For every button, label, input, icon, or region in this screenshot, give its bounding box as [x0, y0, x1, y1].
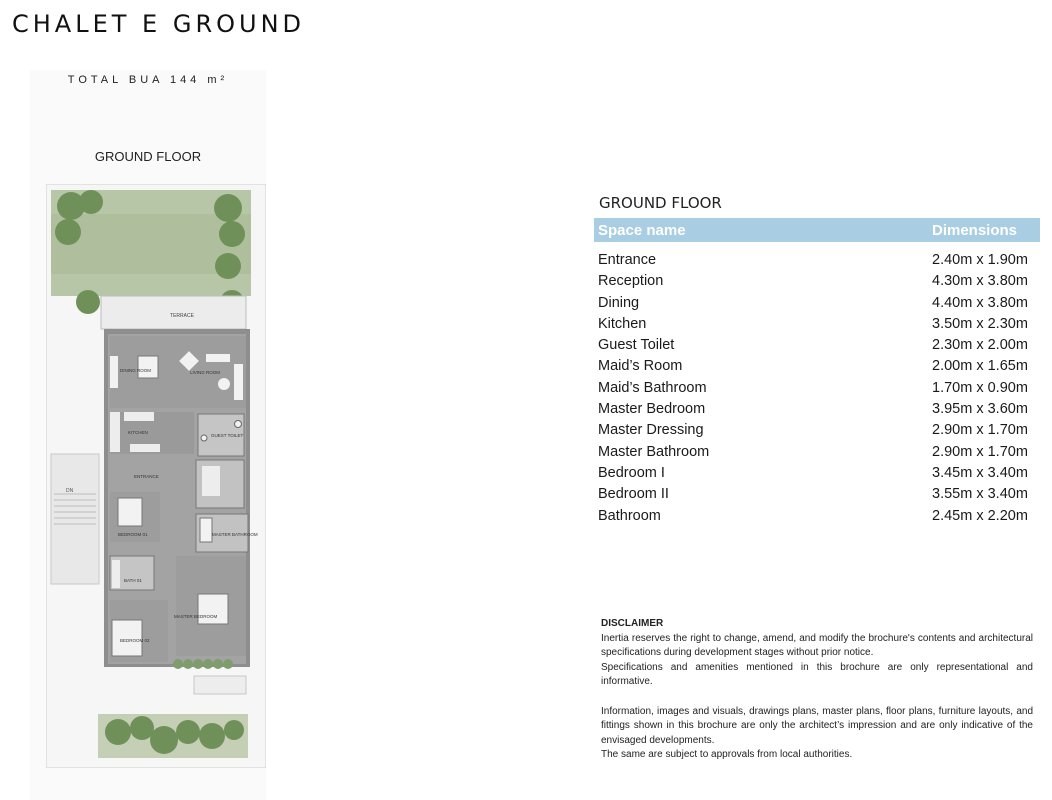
dining-table [138, 356, 158, 378]
bath-01-label: BATH 01 [124, 578, 142, 583]
space-name: Master Dressing [598, 422, 704, 439]
space-name: Bedroom II [598, 486, 669, 503]
space-dimensions: 4.30m x 3.80m [932, 273, 1028, 290]
dn-label: DN [66, 488, 74, 494]
space-name: Entrance [598, 252, 657, 268]
disclaimer-spacer [601, 690, 1033, 705]
space-dimensions: 2.00m x 1.65m [932, 358, 1028, 375]
space-dimensions: 3.45m x 3.40m [932, 464, 1028, 481]
space-dimensions: 2.45m x 2.20m [932, 507, 1028, 524]
table-row [594, 463, 1040, 484]
space-dimensions: 1.70m x 0.90m [932, 379, 1028, 396]
table-row [594, 442, 1040, 463]
bedroom-02-label: BEDROOM 02 [120, 638, 150, 643]
space-dimensions: 3.95m x 3.60m [932, 401, 1028, 418]
back-steps [194, 676, 246, 694]
terrace-label: TERRACE [170, 313, 194, 319]
disclaimer-paragraph: Specifications and amenities mentioned in this brochure are only representational and informative. [601, 661, 1033, 688]
living-room-label: LIVING ROOM [190, 370, 221, 375]
space-dimensions: 3.50m x 2.30m [932, 315, 1028, 332]
disclaimer-paragraph: Information, images and visuals, drawings plans, master plans, floor plans, furniture layouts, and fittings shown in this brochure are only the architect’s impression and are only indicative of the envisaged developments. [601, 705, 1033, 746]
entrance-label: ENTRANCE [134, 474, 159, 479]
space-name: Maid’s Bathroom [598, 379, 707, 396]
table-row [594, 356, 1040, 377]
side-yard [51, 454, 99, 584]
kitchen-label: KITCHEN [128, 430, 148, 435]
table-row [594, 506, 1040, 527]
table-heading: GROUND FLOOR [599, 194, 722, 212]
table-row [594, 271, 1040, 292]
space-dimensions: 2.40m x 1.90m [932, 252, 1028, 268]
column-header-dimensions: Dimensions [932, 221, 1018, 239]
space-name: Bathroom [598, 507, 661, 524]
master-bathroom-label: MASTER BATHROOM [212, 532, 258, 537]
table-header [594, 218, 1040, 242]
dining-room-label: DINING ROOM [120, 368, 151, 373]
disclaimer-paragraph: Inertia reserves the right to change, amend, and modify the brochure's contents and architectural specifications during development stages without prior notice. [601, 632, 1033, 659]
space-dimensions: 2.90m x 1.70m [932, 443, 1028, 460]
page-title: CHALET E GROUND [12, 10, 306, 38]
space-name: Kitchen [598, 315, 647, 332]
column-header-space: Space name [598, 221, 686, 239]
table-row [594, 250, 1040, 271]
space-name: Master Bedroom [598, 401, 706, 418]
sofa [234, 364, 243, 400]
space-name: Master Bathroom [598, 443, 710, 460]
master-bedroom-label: MASTER BEDROOM [174, 614, 218, 619]
table-row [594, 399, 1040, 420]
table-row [594, 314, 1040, 335]
disclaimer-paragraph: The same are subject to approvals from local authorities. [601, 749, 853, 761]
table-row [594, 484, 1040, 505]
bedroom-01-label: BEDROOM 01 [118, 532, 148, 537]
table-row [594, 378, 1040, 399]
space-name: Bedroom I [598, 464, 665, 481]
table-row [594, 293, 1040, 314]
disclaimer-heading: DISCLAIMER [601, 618, 664, 629]
plan-heading: GROUND FLOOR [94, 149, 202, 164]
table-row [594, 420, 1040, 441]
floor-plan-panel [30, 70, 266, 800]
space-name: Dining [598, 294, 640, 311]
space-dimensions: 2.30m x 2.00m [932, 337, 1028, 354]
total-bua-label: TOTAL BUA 144 m² [67, 74, 229, 86]
dimensions-table [594, 190, 1040, 527]
space-name: Reception [598, 273, 664, 290]
table-body [594, 250, 1040, 527]
space-dimensions: 3.55m x 3.40m [932, 486, 1028, 503]
guest-toilet-label: GUEST TOILET [211, 433, 244, 438]
floor-plan-drawing [46, 184, 266, 768]
space-name: Guest Toilet [598, 337, 675, 354]
table-row [594, 335, 1040, 356]
disclaimer [601, 617, 1033, 763]
space-dimensions: 4.40m x 3.80m [932, 294, 1028, 311]
space-dimensions: 2.90m x 1.70m [932, 422, 1028, 439]
space-name: Maid’s Room [598, 358, 683, 375]
